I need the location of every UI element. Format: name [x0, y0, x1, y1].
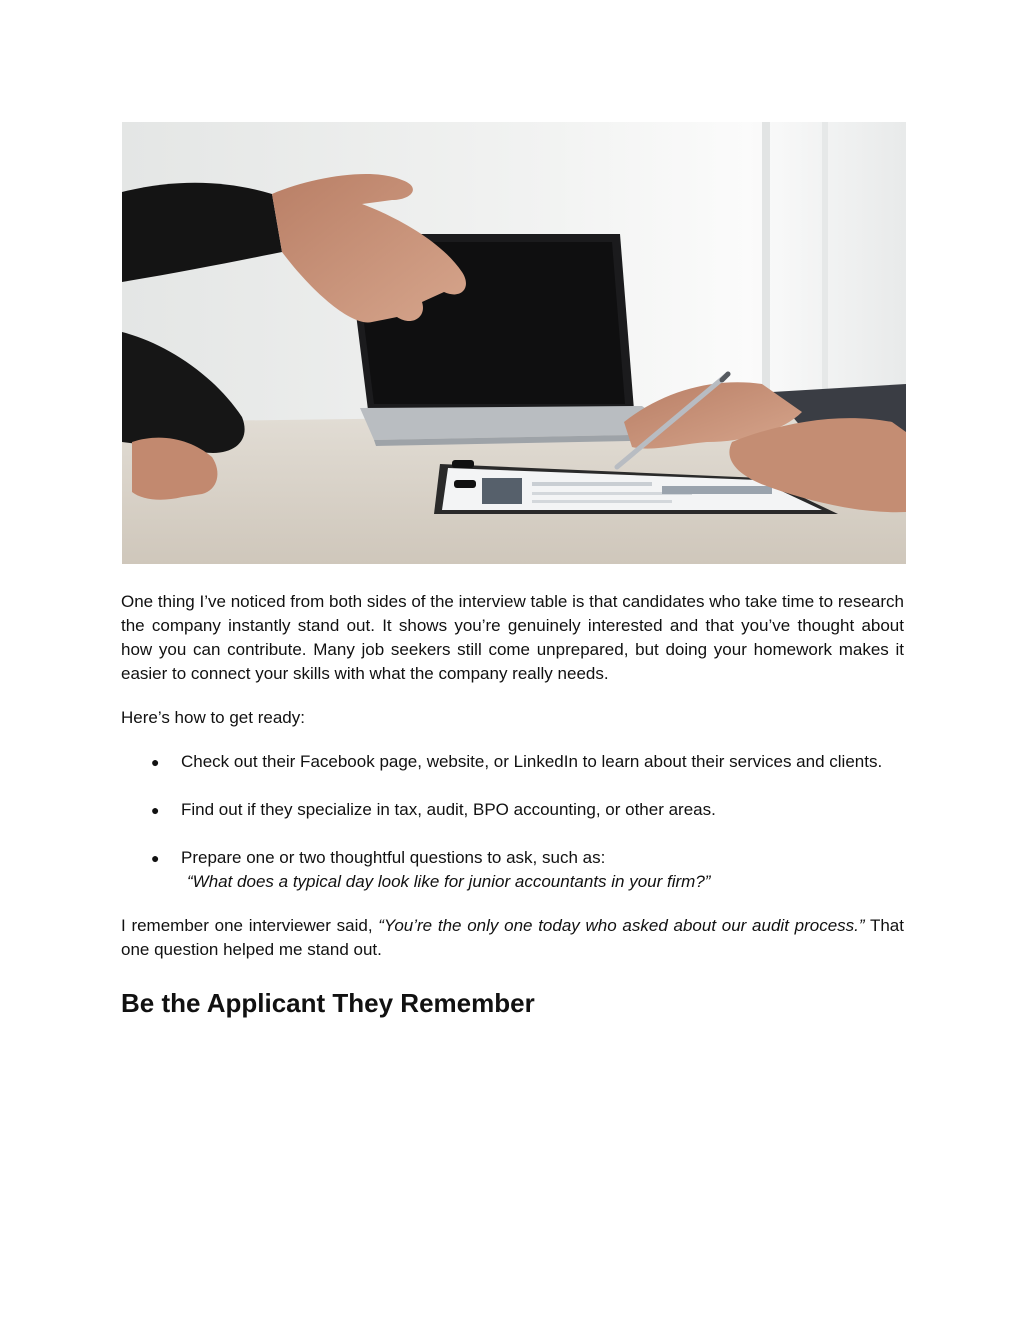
list-item-text: Find out if they specialize in tax, audit, BPO accounting, or other areas. — [181, 800, 716, 819]
intro-paragraph: One thing I’ve noticed from both sides of the interview table is that candidates who take time to research the company instantly stand out. It shows you’re genuinely interested and that you’ve thought about how you can contribute. Many job seekers still come unprepared, but doing your homework makes it easier to connect your skills with what the company really needs. — [121, 592, 904, 683]
bullet-icon: ● — [151, 754, 160, 770]
interview-photo-illustration — [122, 122, 906, 564]
bullet-icon: ● — [151, 802, 160, 818]
anecdote-lead: I remember one interviewer said, — [121, 916, 379, 935]
anecdote-tail: That one question helped me stand out. — [121, 916, 904, 959]
section-heading: Be the Applicant They Remember — [121, 988, 535, 1018]
tips-list — [121, 750, 904, 894]
example-question-quote: “What does a typical day look like for junior accountants in your firm?” — [187, 872, 711, 891]
article-body — [121, 590, 904, 1019]
anecdote-quote: “You’re the only one today who asked about our audit process.” — [378, 916, 865, 935]
list-item-text: Check out their Facebook page, website, or LinkedIn to learn about their services and clients. — [181, 752, 883, 771]
anecdote-paragraph — [121, 914, 904, 962]
list-item — [121, 750, 904, 774]
list-item — [121, 846, 904, 894]
interview-photo — [122, 122, 906, 564]
list-item-text: Prepare one or two thoughtful questions to ask, such as: — [181, 848, 606, 867]
list-item — [121, 798, 904, 822]
get-ready-paragraph: Here’s how to get ready: — [121, 708, 305, 727]
bullet-icon: ● — [151, 850, 160, 866]
